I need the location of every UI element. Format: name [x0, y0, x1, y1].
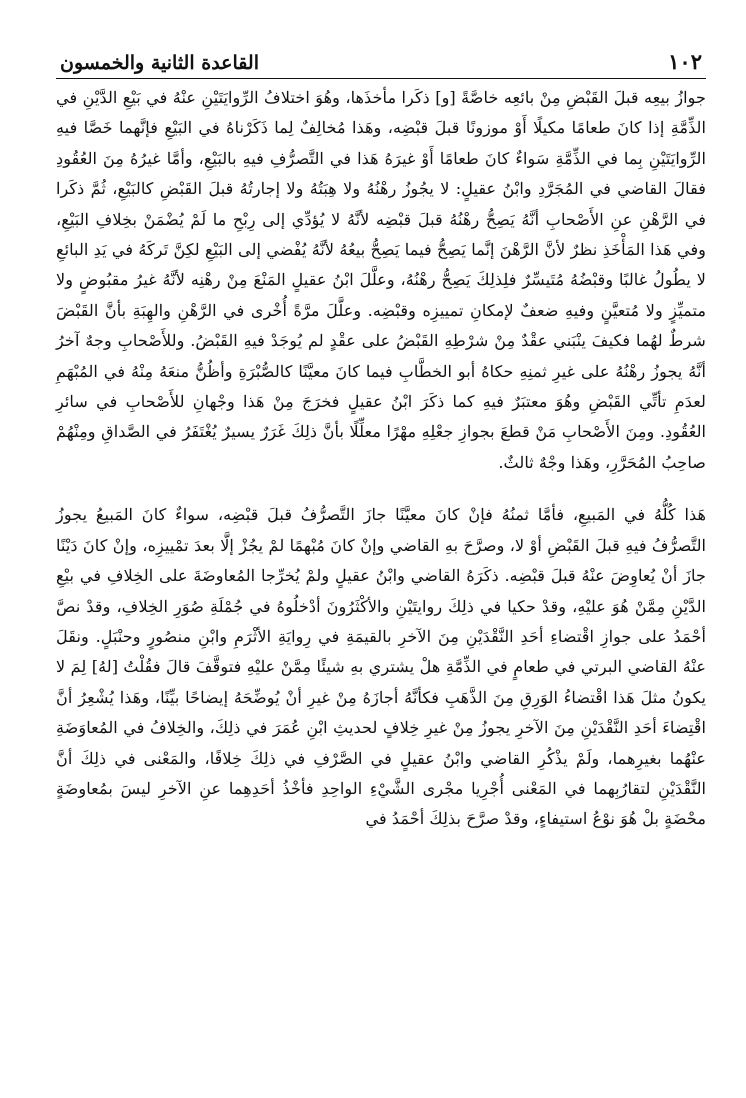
book-page: [56, 40, 706, 1080]
paragraph-2: هَذا كُلُّهُ في المَبيعِ، فأمَّا ثمنُهُ فإنْ كانَ معيَّنًا جازَ التَّصرُّفُ قبلَ قبْضِه، سواءٌ كانَ المَبيعُ يجوزُ التَّصرُّفُ فيهِ قبلَ القَبْضِ أوْ لا، وصرَّحَ بهِ القاضي وإنْ كانَ مُبْهمًا لمْ يجُزْ إلَّا بعدَ تمْييزِه، وإنْ كانَ دَيْنًا جازَ أنْ يُعاوِضَ عنْهُ قبلَ قبْضِه. ذكَرَهُ القاضي وابْنُ عقيلٍ ولمْ يُخرِّجا المُعاوضَةَ على الخِلافِ في بيْعِ الدَّيْنِ مِمَّنْ هُوَ عليْهِ، وقدْ حكيا في ذلِكَ روايتَيْنِ والأكْثَرُونَ أدْخلُوهُ في جُمْلَةِ صُوَرِ الخِلافِ، وقدْ نصَّ أحْمَدُ على جوازِ اقْتضاءِ أحَدِ النَّقْدَيْنِ مِنَ الآخرِ بالقيمَةِ في رِوايَةِ الأثْرَمِ وابْنِ منصُورٍ وحنْبَلٍ. ونقَلَ عنْهُ القاضي البرتي في طعامٍ في الذِّمَّةِ هلْ يشتري بهِ شيئًا مِمَّنْ عليْهِ فتوقَّفَ قالَ فقُلْتُ [لهُ] لِمَ لا يكونُ مثلَ هَذا اقْتضاءُ الوَرِقِ مِنَ الذَّهَبِ فكأنَّهُ أجازَهُ مِنْ غيرِ أنْ يُوضِّحَهُ إيضاحًا بيِّنًا، وهَذا يُشْعِرُ أنَّ اقْتِضاءَ أحَدِ النَّقْدَيْنِ مِنَ الآخرِ يجوزُ مِنْ غيرِ خِلافٍ لحديثِ ابْنِ عُمَرَ في ذلِكَ، والخِلافُ في المُعاوَضَةِ عنْهُما بغيرِهما، ولَمْ يذْكُرِ القاضي وابْنُ عقيلٍ في الصَّرْفِ في ذلِكَ خِلافًا، والمَعْنى في ذلِكَ أنَّ النَّقْدَيْنِ لتقارُبِهما في المَعْنى أُجْرِيا مجْرى الشَّيْءِ الواحِدِ فأخْذُ أحَدِهِما عنِ الآخرِ ليسَ بمُعاوضَةٍ محْضَةٍ بلْ هُوَ نوْعُ استيفاءٍ، وقدْ صرَّحَ بذلِكَ أحْمَدُ في: [56, 505, 706, 829]
paragraph-1: جوازُ بيعِه قبلَ القَبْضِ مِنْ بائعِه خاصَّةً [و] ذكَرا مأخذَها، وهُوَ اختلافُ الرِّوايَتَيْنِ عنْهُ في بَيْعِ الدَّيْنِ في الذِّمَّةِ إذا كانَ طعامًا مكيلًا أَوْ موزونًا قبلَ قبْضِه، وهَذا مُخالِفٌ لِما ذَكَرْناهُ في البَيْعِ فإنَّهما خَصَّا فيهِ الرِّوايَتَيْنِ بِما في الذِّمَّةِ سَواءٌ كانَ طعامًا أَوْ غيرَهُ هَذا في التَّصرُّفِ فيهِ بالبَيْعِ، وأمَّا غيرُهُ مِنَ العُقُودِ فقالَ القاضي في المُجَرَّدِ وابْنُ عقيلٍ: لا يجُوزُ رهْنُهُ ولا هِبَتُهُ ولا إجارتُهُ قبلَ القَبْضِ كالبَيْعِ، ثُمَّ ذكَرا في الرَّهْنِ عنِ الأَصْحابِ أنَّهُ يَصِحُّ رهْنُهُ قبلَ قبْضِه لأنَّهُ لا يُؤدِّي إلى رِبْحِ ما لَمْ يُضْمَنْ بخِلافِ البَيْعِ، وفي هَذا المَأْخَذِ نظرٌ لأنَّ الرَّهْنَ إنَّما يَصِحُّ فيما يَصِحُّ بيعُهُ لأنَّهُ يُفْضي إلى البَيْعِ لكِنَّ تَركَهُ في يَدِ البائعِ لا يطُولُ غالبًا وقبْضُهُ مُتَيسِّرٌ فلِذلِكَ يَصِحُّ رهْنُهُ، وعلَّلَ ابْنُ عقيلٍ المَنْعَ مِنْ رهْنِه لأنَّهُ غيرُ مقبُوضٍ ولا متميِّزٍ ولا مُتعيَّنٍ وفيهِ ضعفٌ لإمكانِ تمييزِه وقبْضِه. وعلَّلَ مرَّةً أُخْرى في الرَّهْنِ والهِبَةِ بأنَّ القَبْضَ شرطٌ لهُما فكيفَ ينْبَني عقْدٌ مِنْ شرْطِهِ القَبْضُ على عقْدٍ لم يُوجَدْ فيهِ القَبْضُ. وللأَصْحابِ وجهٌ آخرُ أنَّهُ يجوزُ رهْنُهُ على غيرِ ثمنِهِ حكاهُ أبو الخطَّابِ فيما كانَ معيَّنًا كالصُّبْرَةِ وأظُنُّ منعَهُ مِنْهُ في المُبْهَمِ لعدَمِ تأتِّي القَبْضِ وهُوَ معتبَرٌ فيهِ كما ذكَرَ ابْنُ عقيلٍ فخرَجَ مِنْ هَذا وجْهانِ للأَصْحابِ في سائرِ العُقُودِ. ومِنَ الأَصْحابِ مَنْ قطعَ بجوازِ جعْلِهِ مهْرًا معلِّلًا بأنَّ ذلِكَ غَرَرٌ يسيرٌ يُغْتَفَرُ في الصَّداقِ ومِنْهُمْ صاحِبُ المُحَرَّرِ، وهَذا وجْهٌ ثالثٌ.: [56, 88, 706, 472]
page-number: ١٠٢: [668, 49, 702, 74]
page-header: [56, 40, 706, 74]
header-rule: [56, 78, 706, 79]
running-title: القاعدة الثانية والخمسون: [60, 52, 259, 74]
